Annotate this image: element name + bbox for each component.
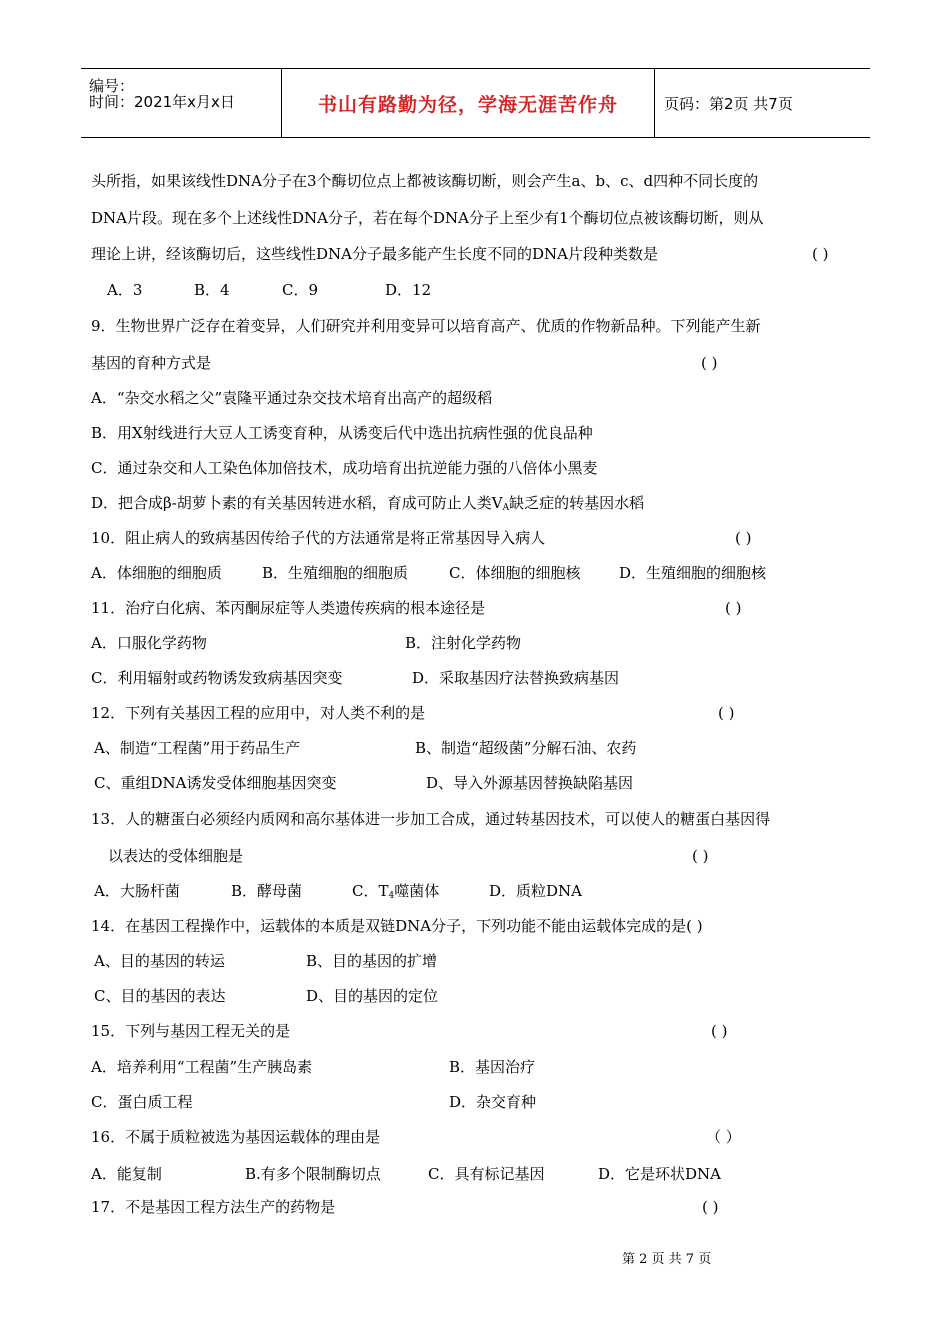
q11-option-b: B．注射化学药物 [405, 634, 522, 652]
header-left-cell [81, 69, 281, 137]
q12-option-d: D、导入外源基因替换缺陷基因 [426, 774, 634, 792]
q14-option-a: A、目的基因的转运 [94, 952, 225, 970]
q12-option-c: C、重组DNA诱发受体细胞基因突变 [94, 774, 337, 792]
page-footer: 第 2 页 共 7 页 [622, 1252, 712, 1267]
q10-option-a: A．体细胞的细胞质 [91, 564, 222, 582]
q16-stem: 16．不属于质粒被选为基因运载体的理由是 [91, 1128, 381, 1146]
q13-line1: 13．人的糖蛋白必须经内质网和高尔基体进一步加工合成，通过转基因技术，可以使人的糖蛋白基因得 [91, 810, 771, 828]
q10-stem: 10．阻止病人的致病基因传给子代的方法通常是将正常基因导入病人 [91, 529, 546, 547]
q12-answer-paren: ( ) [718, 704, 735, 722]
q13-line2: 以表达的受体细胞是 [108, 847, 244, 865]
q12-option-a: A、制造“工程菌”用于药品生产 [94, 739, 301, 757]
number-label: 编号： [89, 77, 135, 95]
q15-stem: 15．下列与基因工程无关的是 [91, 1022, 291, 1040]
q11-answer-paren: ( ) [725, 599, 742, 617]
q13-option-c-sub: 4 [388, 891, 395, 901]
q13-option-a: A．大肠杆菌 [94, 882, 180, 900]
motto: 书山有路勤为径，学海无涯苦作舟 [317, 94, 618, 116]
q8-option-a: A．3 [107, 281, 143, 299]
q9-option-d [91, 493, 644, 518]
q8-option-c: C．9 [282, 281, 319, 299]
q15-option-b: B．基因治疗 [449, 1058, 536, 1076]
q8-line2: DNA片段。现在多个上述线性DNA分子，若在每个DNA分子上至少有1个酶切位点被该酶切断，则从 [91, 209, 764, 227]
q8-option-b: B．4 [194, 281, 230, 299]
q13-answer-paren: ( ) [692, 847, 709, 865]
q14-option-d: D、目的基因的定位 [306, 987, 439, 1005]
q10-option-d: D．生殖细胞的细胞核 [619, 564, 767, 582]
header-middle-cell [281, 69, 655, 137]
q9-line1: 9．生物世界广泛存在着变异，人们研究并利用变异可以培育高产、优质的作物新品种。下列能产生新 [91, 317, 761, 335]
q16-option-a: A．能复制 [91, 1165, 162, 1183]
q8-option-d: D．12 [385, 281, 432, 299]
q9-option-d-post: 缺乏症的转基因水稻 [509, 494, 645, 512]
q13-option-c [352, 881, 439, 906]
q8-line3: 理论上讲，经该酶切后，这些线性DNA分子最多能产生长度不同的DNA片段种类数是 [91, 245, 658, 263]
q10-option-b: B．生殖细胞的细胞质 [262, 564, 409, 582]
q9-answer-paren: ( ) [701, 354, 718, 372]
q9-option-d-pre: D．把合成β-胡萝卜素的有关基因转进水稻，育成可防止人类V [91, 494, 503, 512]
q9-option-c: C．通过杂交和人工染色体加倍技术，成功培育出抗逆能力强的八倍体小黑麦 [91, 459, 598, 477]
q12-option-b: B、制造“超级菌”分解石油、农药 [415, 739, 637, 757]
q13-option-b: B．酵母菌 [231, 882, 303, 900]
q17-stem: 17．不是基因工程方法生产的药物是 [91, 1198, 336, 1216]
q8-answer-paren: ( ) [812, 245, 829, 263]
q10-option-c: C．体细胞的细胞核 [449, 564, 581, 582]
q8-line1: 头所指，如果该线性DNA分子在3个酶切位点上都被该酶切断，则会产生a、b、c、d四种不同长度的 [91, 172, 759, 190]
q10-answer-paren: ( ) [735, 529, 752, 547]
q11-option-a: A．口服化学药物 [91, 634, 207, 652]
q11-option-c: C．利用辐射或药物诱发致病基因突变 [91, 669, 343, 687]
q15-answer-paren: ( ) [711, 1022, 728, 1040]
q16-option-b: B.有多个限制酶切点 [245, 1165, 381, 1183]
header-right-cell [654, 69, 870, 137]
q16-option-c: C．具有标记基因 [428, 1165, 545, 1183]
q13-option-c-pre: C．T [352, 882, 389, 900]
q12-stem: 12．下列有关基因工程的应用中，对人类不利的是 [91, 704, 426, 722]
page-code: 页码：第2页 共7页 [664, 95, 793, 113]
q11-stem: 11．治疗白化病、苯丙酮尿症等人类遗传疾病的根本途径是 [91, 599, 486, 617]
q15-option-c: C．蛋白质工程 [91, 1093, 193, 1111]
q14-option-c: C、目的基因的表达 [94, 987, 226, 1005]
page-header [81, 68, 870, 138]
date-label: 时间：2021年x月x日 [89, 93, 235, 111]
q13-option-d: D．质粒DNA [489, 882, 583, 900]
q15-option-a: A．培养利用“工程菌”生产胰岛素 [91, 1058, 313, 1076]
q14-option-b: B、目的基因的扩增 [306, 952, 438, 970]
q9-option-a: A．“杂交水稻之父”袁隆平通过杂交技术培育出高产的超级稻 [91, 389, 493, 407]
q16-option-d: D．它是环状DNA [598, 1165, 722, 1183]
q9-line2: 基因的育种方式是 [91, 354, 212, 372]
q17-answer-paren: ( ) [702, 1198, 719, 1216]
q14-stem: 14．在基因工程操作中，运载体的本质是双链DNA分子，下列功能不能由运载体完成的是( ) [91, 917, 703, 935]
q15-option-d: D．杂交育种 [449, 1093, 537, 1111]
q11-option-d: D．采取基因疗法替换致病基因 [412, 669, 620, 687]
q13-option-c-post: 噬菌体 [394, 882, 440, 900]
q16-answer-paren: （ ） [706, 1128, 741, 1146]
q9-option-d-sub: A [502, 503, 510, 513]
q9-option-b: B．用X射线进行大豆人工诱变育种，从诱变后代中选出抗病性强的优良品种 [91, 424, 593, 442]
